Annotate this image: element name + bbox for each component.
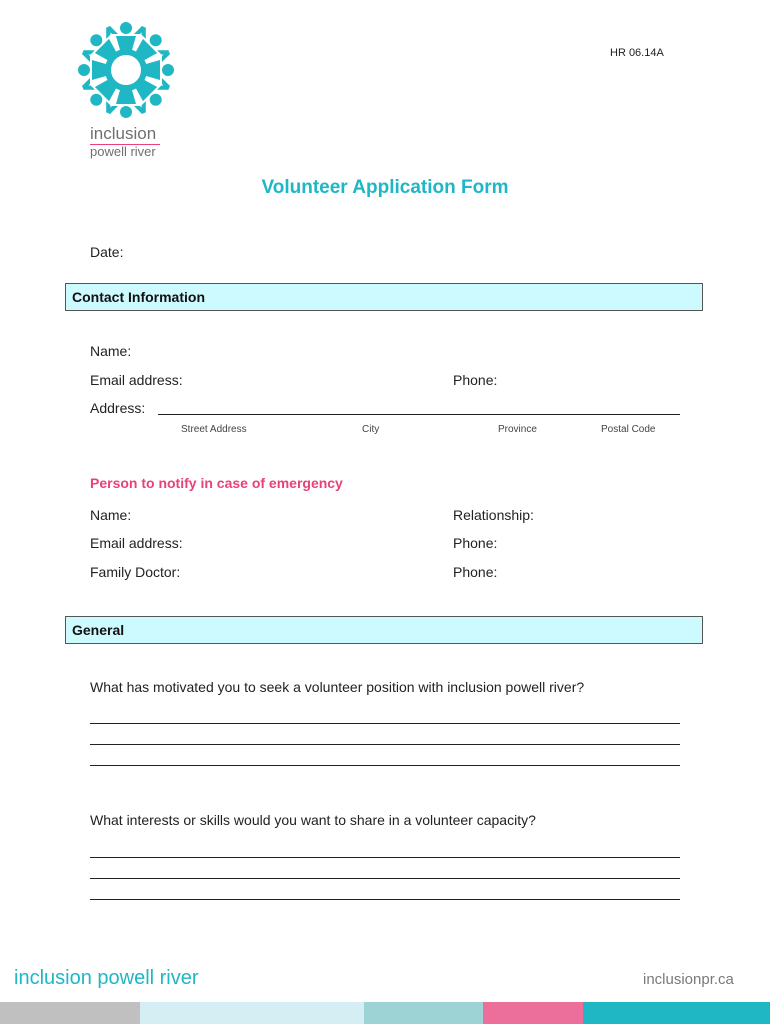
logo-text-inclusion: inclusion	[90, 124, 157, 143]
answer-line[interactable]	[90, 857, 680, 858]
emergency-phone-label: Phone:	[453, 535, 498, 551]
address-sub-postal: Postal Code	[601, 424, 656, 435]
form-code: HR 06.14A	[610, 47, 664, 59]
footer-band-mid	[364, 1002, 483, 1024]
answer-line[interactable]	[90, 878, 680, 879]
footer-band-pink	[483, 1002, 583, 1024]
answer-line[interactable]	[90, 765, 680, 766]
address-field-line[interactable]	[158, 414, 680, 415]
general-section-header: General	[65, 616, 703, 644]
emergency-heading: Person to notify in case of emergency	[90, 475, 343, 491]
footer-band-teal	[583, 1002, 770, 1024]
question-interests: What interests or skills would you want to share in a volunteer capacity?	[90, 812, 536, 828]
footer-org-name: inclusion powell river	[14, 967, 199, 989]
answer-line[interactable]	[90, 744, 680, 745]
question-motivation: What has motivated you to seek a volunteer position with inclusion powell river?	[90, 679, 585, 695]
page-title: Volunteer Application Form	[261, 177, 509, 198]
address-sub-street: Street Address	[181, 424, 247, 435]
emergency-name-label: Name:	[90, 507, 132, 523]
contact-name-label: Name:	[90, 343, 132, 359]
footer-band-light	[140, 1002, 364, 1024]
contact-email-label: Email address:	[90, 372, 183, 388]
logo-text-powell-river: powell river	[90, 144, 156, 159]
answer-line[interactable]	[90, 899, 680, 900]
emergency-relationship-label: Relationship:	[453, 507, 534, 523]
contact-address-label: Address:	[90, 400, 146, 416]
answer-line[interactable]	[90, 723, 680, 724]
emergency-email-label: Email address:	[90, 535, 183, 551]
contact-phone-label: Phone:	[453, 372, 498, 388]
footer-website[interactable]: inclusionpr.ca	[643, 971, 734, 988]
address-sub-province: Province	[498, 424, 537, 435]
contact-section-header: Contact Information	[65, 283, 703, 311]
address-sub-city: City	[362, 424, 380, 435]
footer-band-grey	[0, 1002, 140, 1024]
doctor-phone-label: Phone:	[453, 564, 498, 580]
date-label: Date:	[90, 244, 124, 260]
inclusion-logo-icon	[76, 20, 176, 120]
family-doctor-label: Family Doctor:	[90, 564, 181, 580]
